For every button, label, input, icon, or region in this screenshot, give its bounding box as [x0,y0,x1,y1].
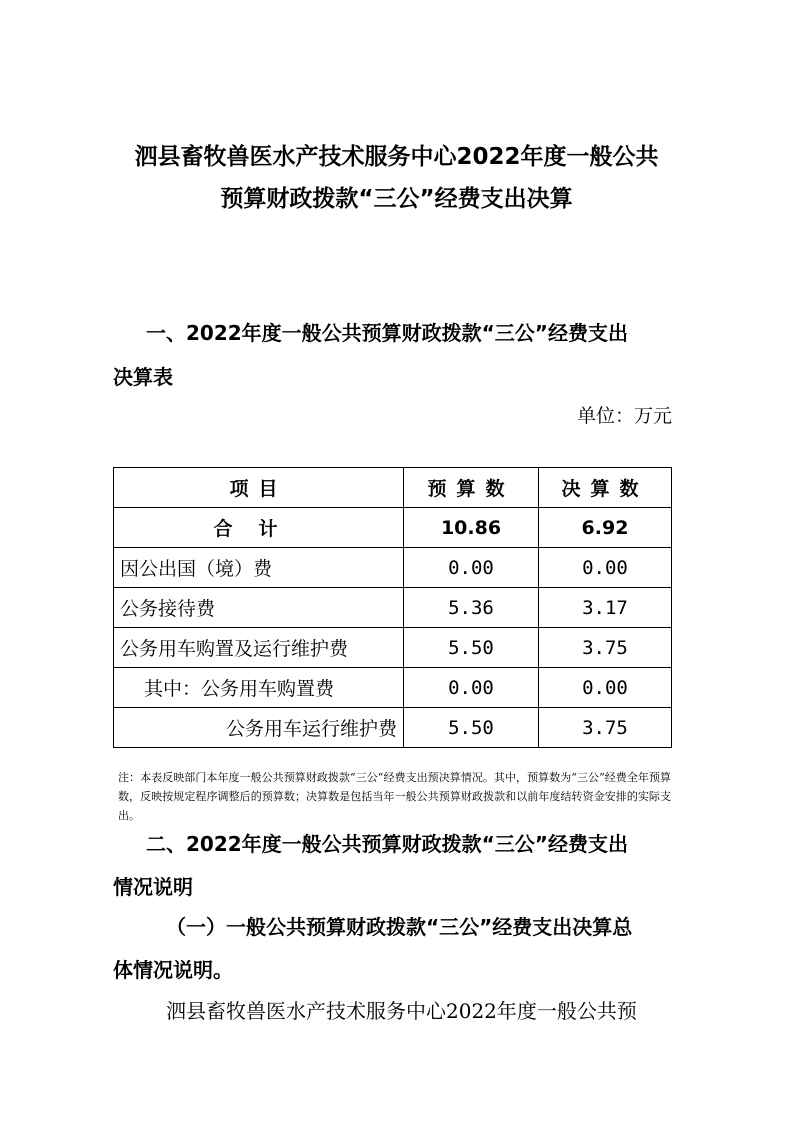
table-note: 注：本表反映部门本年度一般公共预算财政拨款“三公”经费支出预决算情况。其中，预算数为“三公”经费全年预算数，反映按规定程序调整后的预算数；决算数是包括当年一般公共预算财政拨款和以前年度结转资金安排的实际支出。 [118,771,671,822]
row-actual: 3.17 [539,588,672,628]
row-actual: 3.75 [539,708,672,748]
table-row-total [114,508,672,548]
unit-label: 单位：万元 [576,405,672,427]
table-row [114,628,672,668]
section1-heading-line2: 决算表 [113,365,173,389]
document-title-line1: 泗县畜牧兽医水产技术服务中心2022年度一般公共 [134,144,659,170]
row-budget: 0.00 [404,548,539,588]
row-budget: 0.00 [404,668,539,708]
table-header-row [114,468,672,508]
row-actual: 3.75 [539,628,672,668]
row-budget: 10.86 [404,508,539,548]
section1-heading-line1: 一、2022年度一般公共预算财政拨款“三公”经费支出 [146,321,628,345]
budget-table [113,467,672,748]
row-item: 其中：公务用车购置费 [114,668,404,708]
row-actual: 6.92 [539,508,672,548]
subsection1-heading-line1: （一）一般公共预算财政拨款“三公”经费支出决算总 [166,915,633,939]
section2-heading-line2: 情况说明 [113,875,193,899]
table-row [114,668,672,708]
table-row [114,588,672,628]
row-budget: 5.36 [404,588,539,628]
body-paragraph: 泗县畜牧兽医水产技术服务中心2022年度一般公共预 [166,999,637,1023]
row-item: 公务用车运行维护费 [114,708,404,748]
row-actual: 0.00 [539,548,672,588]
header-item: 项目 [114,468,404,508]
table-row [114,548,672,588]
row-actual: 0.00 [539,668,672,708]
document-title-line2: 预算财政拨款“三公”经费支出决算 [220,186,573,212]
row-item: 公务用车购置及运行维护费 [114,628,404,668]
section2-heading-line1: 二、2022年度一般公共预算财政拨款“三公”经费支出 [146,832,628,856]
row-item: 合计 [114,508,404,548]
subsection1-heading-line2: 体情况说明。 [113,958,233,982]
row-budget: 5.50 [404,628,539,668]
header-budget: 预算数 [404,468,539,508]
row-item: 公务接待费 [114,588,404,628]
header-actual: 决算数 [539,468,672,508]
row-item: 因公出国（境）费 [114,548,404,588]
row-budget: 5.50 [404,708,539,748]
table-row [114,708,672,748]
